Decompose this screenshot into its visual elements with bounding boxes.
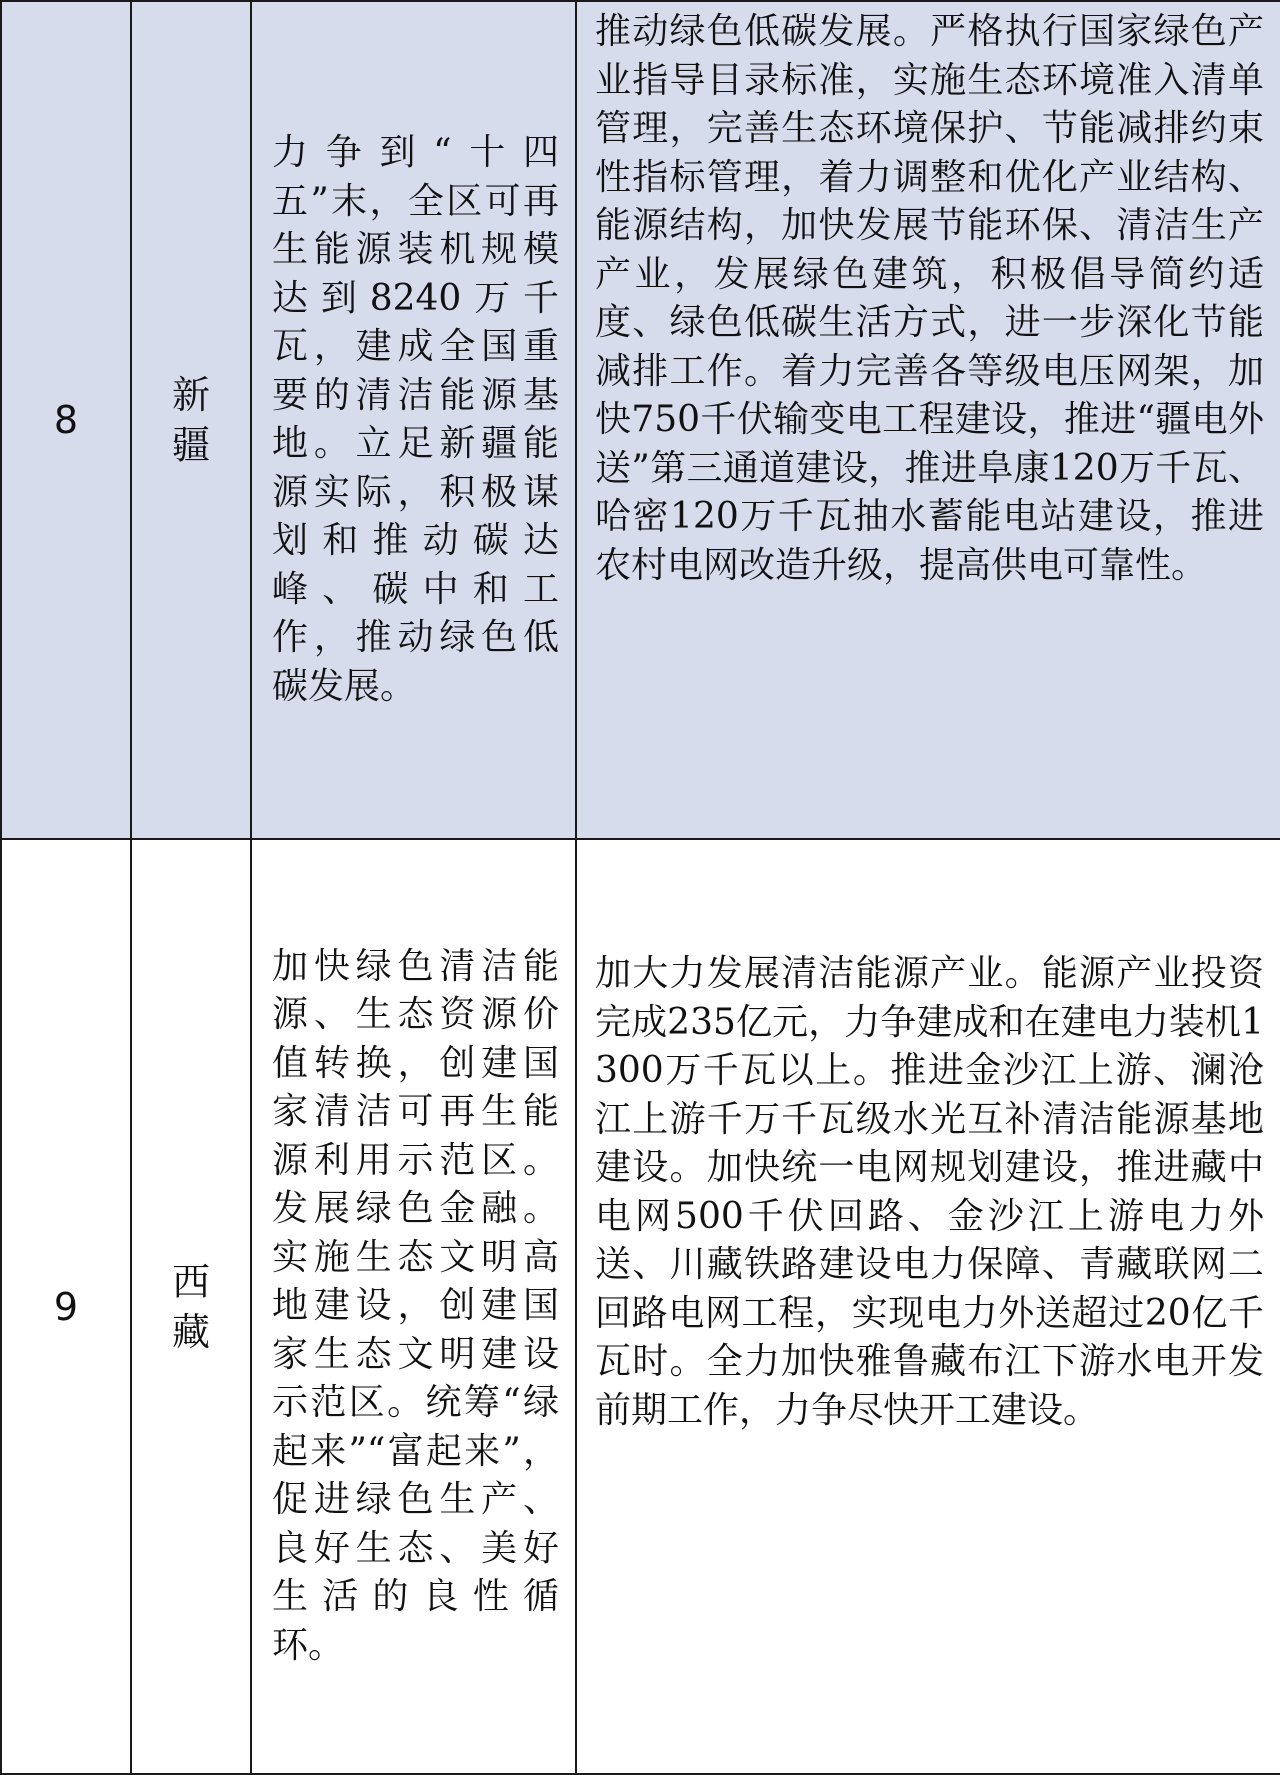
region-cell bbox=[131, 1, 251, 839]
detail-text: 推动绿色低碳发展。严格执行国家绿色产业指导目录标准，实施生态环境准入清单管理，完善生态环境保护、节能减排约束性指标管理，着力调整和优化产业结构、能源结构，加快发展节能环保、清洁生产产业，发展绿色建筑，积极倡导简约适度、绿色低碳生活方式，进一步深化节能减排工作。着力完善各等级电压网架，加快750千伏输变电工程建设，推进“疆电外送”第三通道建设，推进阜康120万千瓦、哈密120万千瓦抽水蓄能电站建设，推进农村电网改造升级，提高供电可靠性。 bbox=[595, 11, 1264, 586]
goal-cell bbox=[251, 1, 576, 839]
row-number: 9 bbox=[1, 839, 131, 1774]
goal-text: 加快绿色清洁能源、生态资源价值转换，创建国家清洁可再生能源利用示范区。发展绿色金融。实施生态文明高地建设，创建国家生态文明建设示范区。统筹“绿起来”“富起来”，促进绿色生产、良好生态、美好生活的良性循环。 bbox=[272, 945, 559, 1666]
detail-cell bbox=[576, 839, 1280, 1774]
region-name: 西藏 bbox=[171, 1259, 210, 1354]
goal-cell bbox=[251, 839, 576, 1774]
goal-text: 力争到“十四五”末，全区可再生能源装机规模达到8240万千瓦，建成全国重要的清洁能源基地。立足新疆能源实际，积极谋划和推动碳达峰、碳中和工作，推动绿色低碳发展。 bbox=[272, 132, 559, 707]
region-cell bbox=[131, 839, 251, 1774]
row-number: 8 bbox=[1, 1, 131, 839]
table-row bbox=[1, 839, 1280, 1774]
region-name: 新疆 bbox=[171, 373, 210, 467]
table-row bbox=[1, 1, 1280, 839]
detail-text: 加大力发展清洁能源产业。能源产业投资完成235亿元，力争建成和在建电力装机1300万千瓦以上。推进金沙江上游、澜沧江上游千万千瓦级水光互补清洁能源基地建设。加快统一电网规划建设，推进藏中电网500千伏回路、金沙江上游电力外送、川藏铁路建设电力保障、青藏联网二回路电网工程，实现电力外送超过20亿千瓦时。全力加快雅鲁藏布江下游水电开发前期工作，力争尽快开工建设。 bbox=[595, 953, 1264, 1431]
detail-cell bbox=[576, 1, 1280, 839]
